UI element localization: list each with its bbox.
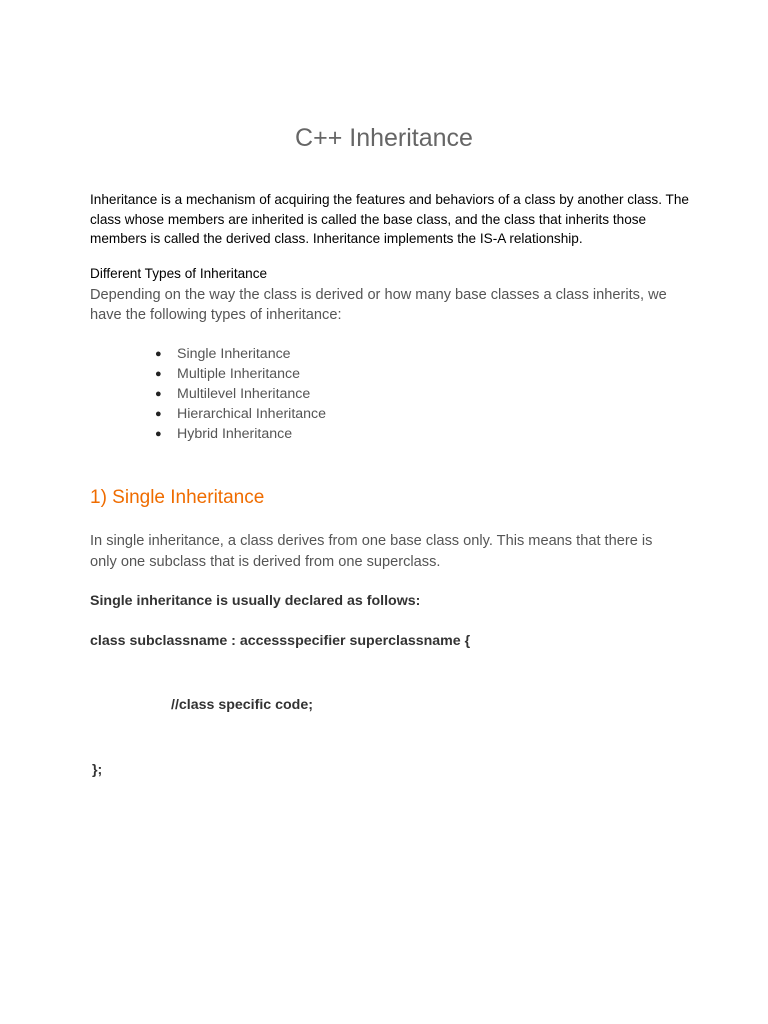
code-line-comment: //class specific code; xyxy=(171,697,313,713)
list-item-label: Single Inheritance xyxy=(177,346,291,362)
bullet-icon: ● xyxy=(155,428,162,440)
bullet-icon: ● xyxy=(155,408,162,420)
code-line-closing-brace: }; xyxy=(92,762,103,778)
list-item xyxy=(155,344,326,364)
list-item-label: Multiple Inheritance xyxy=(177,366,301,382)
list-item-label: Hybrid Inheritance xyxy=(177,426,293,442)
list-item-label: Hierarchical Inheritance xyxy=(177,406,327,422)
list-item-label: Multilevel Inheritance xyxy=(177,386,311,402)
list-item xyxy=(155,364,326,384)
bullet-icon: ● xyxy=(155,388,162,400)
intro-paragraph: Inheritance is a mechanism of acquiring the features and behaviors of a class by another class. The class whose members are inherited is called the base class, and the class that inherits those members is called the derived class. Inheritance implements the IS-A relationship. xyxy=(90,192,689,246)
types-description: Depending on the way the class is derived or how many base classes a class inherits, we have the following types of inheritance: xyxy=(90,287,667,323)
section-heading-single-inheritance: 1) Single Inheritance xyxy=(90,487,265,508)
inheritance-types-list xyxy=(155,344,326,444)
types-heading: Different Types of Inheritance xyxy=(90,266,268,281)
list-item xyxy=(155,424,326,444)
page-title: C++ Inheritance xyxy=(295,124,473,152)
declaration-label: Single inheritance is usually declared as follows: xyxy=(90,593,421,609)
section-paragraph: In single inheritance, a class derives from one base class only. This means that there is only one subclass that is derived from one superclass. xyxy=(90,533,653,570)
list-item xyxy=(155,384,326,404)
code-line-class-declaration: class subclassname : accessspecifier superclassname { xyxy=(90,633,471,649)
bullet-icon: ● xyxy=(155,348,162,360)
bullet-icon: ● xyxy=(155,368,162,380)
list-item xyxy=(155,404,326,424)
